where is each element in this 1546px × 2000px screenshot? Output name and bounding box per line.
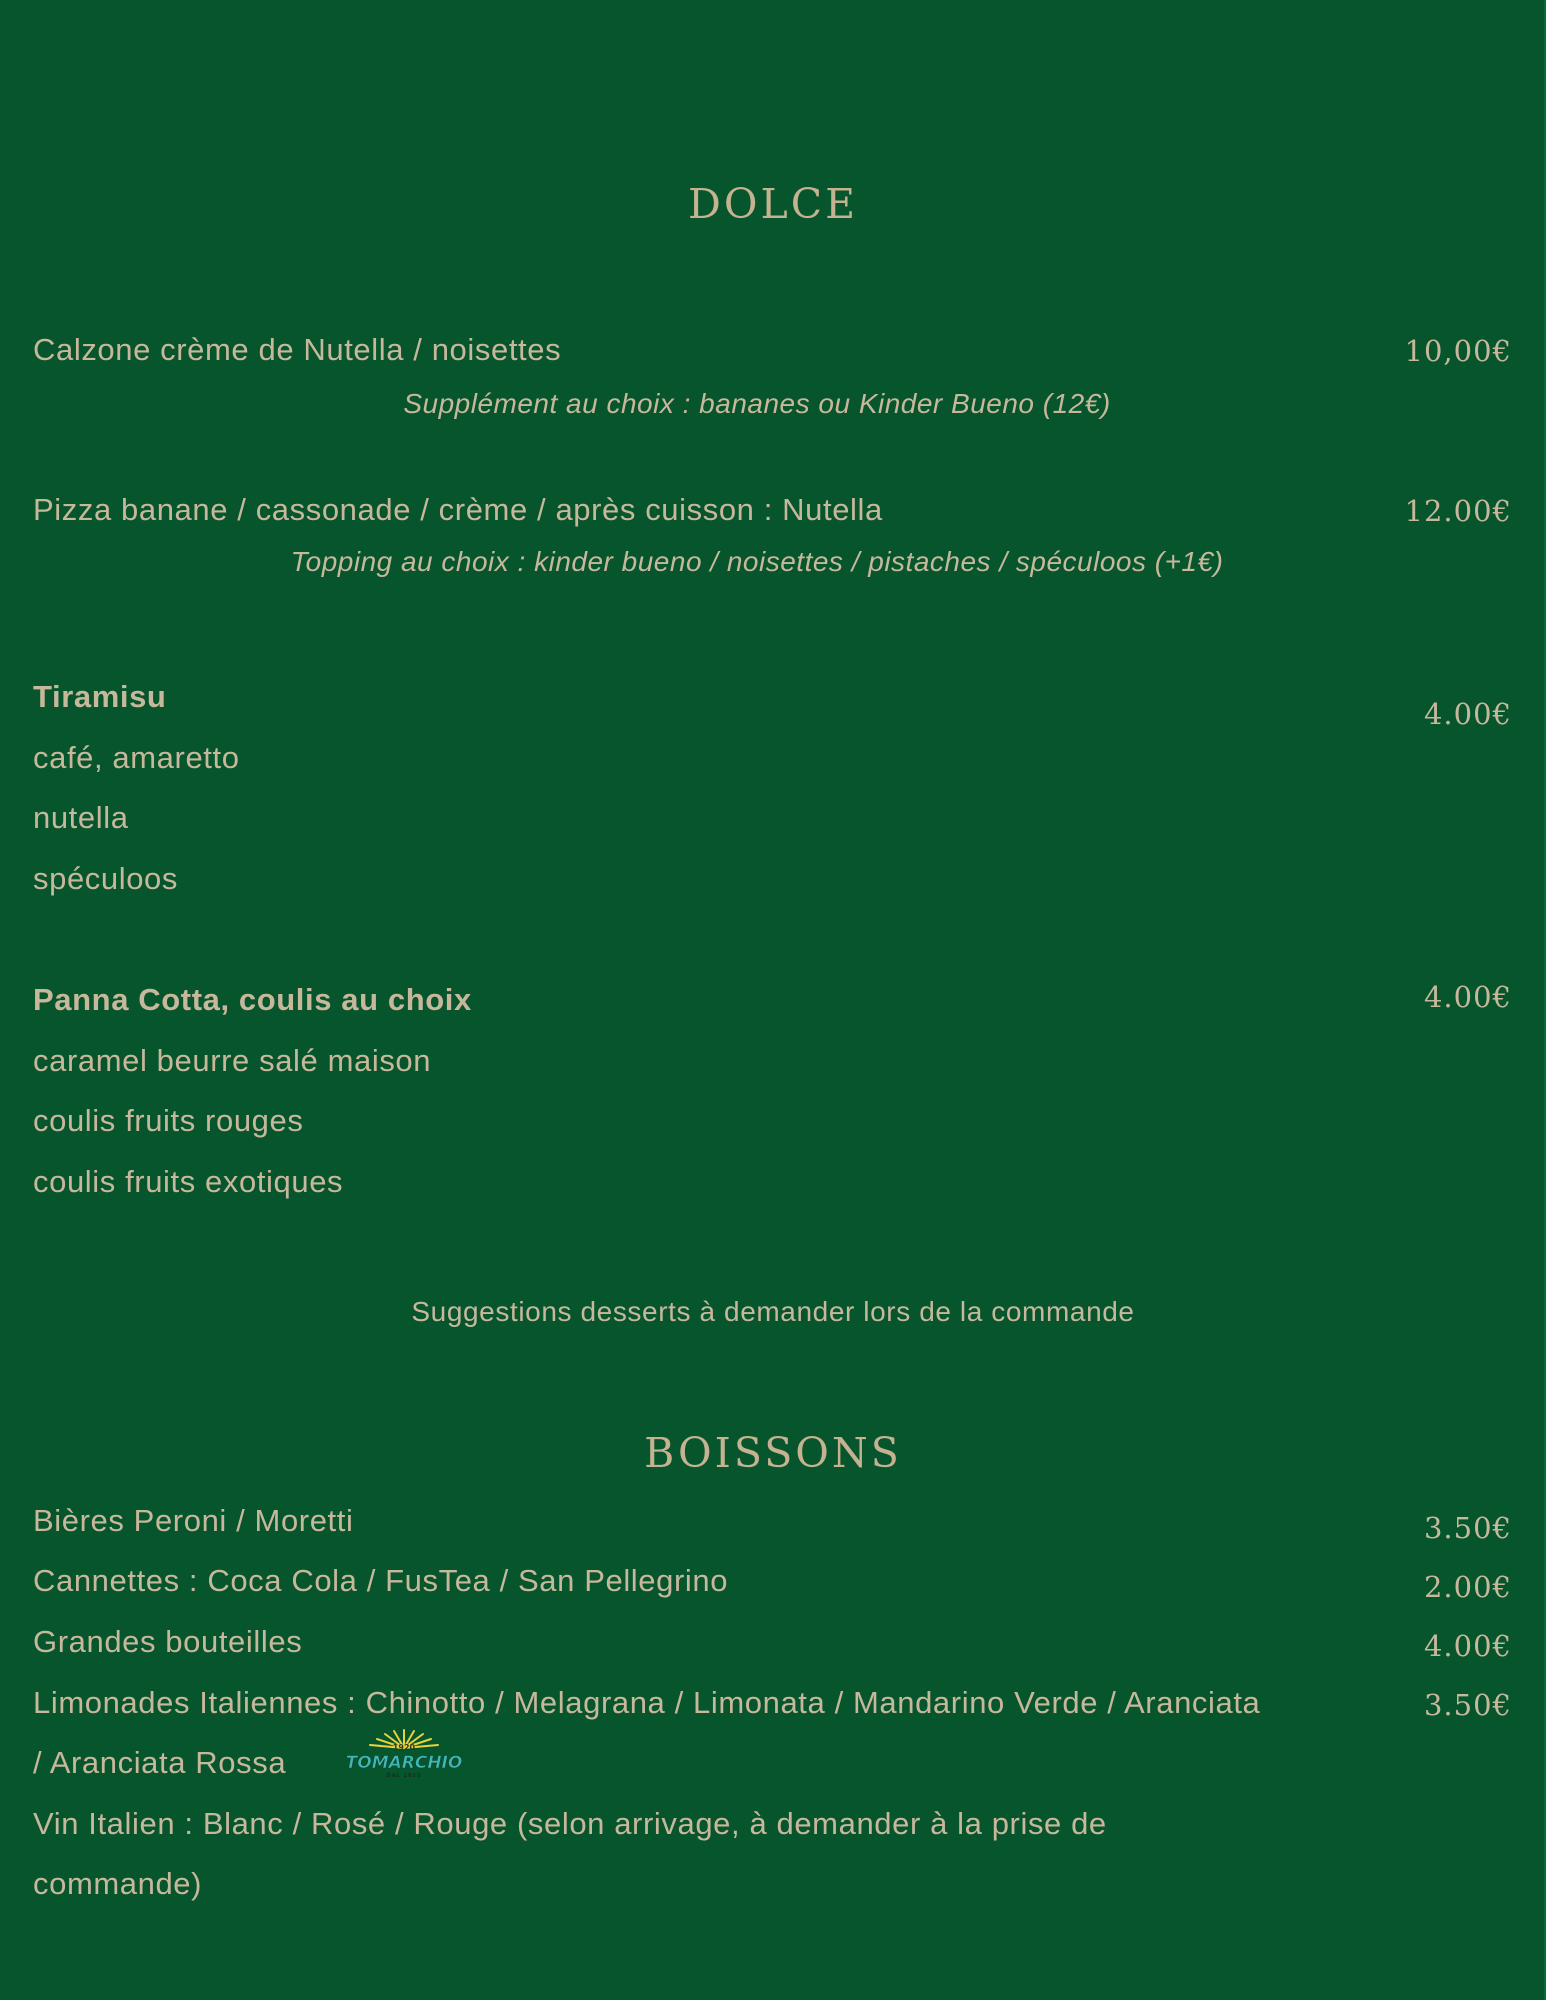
tomarchio-logo: [344, 1726, 464, 1786]
drink-name: Vin Italien : Blanc / Rosé / Rouge (selon arrivage, à demander à la prise de: [33, 1806, 1107, 1841]
panna-cotta-price: 4.00€: [1423, 980, 1512, 1014]
dolce-title: DOLCE: [687, 180, 858, 228]
tiramisu-option: spéculoos: [33, 861, 178, 896]
tiramisu-option: nutella: [33, 800, 129, 835]
pizza-note: Topping au choix : kinder bueno / noisettes / pistaches / spéculoos (+1€): [290, 546, 1224, 577]
drink-price: 4.00€: [1423, 1629, 1512, 1663]
tiramisu-option: café, amaretto: [33, 740, 240, 775]
drink-name: Grandes bouteilles: [33, 1624, 303, 1659]
drink-price: 3.50€: [1423, 1688, 1512, 1722]
panna-cotta-option: coulis fruits exotiques: [33, 1164, 344, 1199]
panna-cotta-option: caramel beurre salé maison: [33, 1043, 432, 1078]
tiramisu-price: 4.00€: [1423, 697, 1512, 731]
calzone-name: Calzone crème de Nutella / noisettes: [33, 332, 562, 367]
panna-cotta-name: Panna Cotta, coulis au choix: [33, 982, 472, 1017]
drink-price: 2.00€: [1423, 1570, 1512, 1604]
logo-wordmark: TOMARCHIO: [345, 1753, 463, 1773]
panna-cotta-option: coulis fruits rouges: [33, 1103, 304, 1138]
drink-name: Cannettes : Coca Cola / FusTea / San Pellegrino: [33, 1563, 729, 1598]
drink-name: Bières Peroni / Moretti: [33, 1503, 354, 1538]
tiramisu-name: Tiramisu: [33, 679, 167, 714]
pizza-price: 12.00€: [1404, 494, 1512, 528]
boissons-title: BOISSONS: [644, 1429, 902, 1477]
drink-name-continued: / Aranciata Rossa: [33, 1745, 287, 1780]
logo-tagline: DAL 1920: [386, 1773, 422, 1779]
pizza-name: Pizza banane / cassonade / crème / après cuisson : Nutella: [33, 492, 883, 527]
calzone-note: Supplément au choix : bananes ou Kinder Bueno (12€): [403, 388, 1111, 419]
drink-name: Limonades Italiennes : Chinotto / Melagrana / Limonata / Mandarino Verde / Aranciata: [33, 1685, 1261, 1720]
calzone-price: 10,00€: [1404, 334, 1512, 368]
logo-year: 1920: [392, 1743, 416, 1752]
dessert-suggestion: Suggestions desserts à demander lors de la commande: [411, 1296, 1135, 1327]
drink-price: 3.50€: [1423, 1511, 1512, 1545]
drink-name-continued: commande): [33, 1866, 203, 1901]
